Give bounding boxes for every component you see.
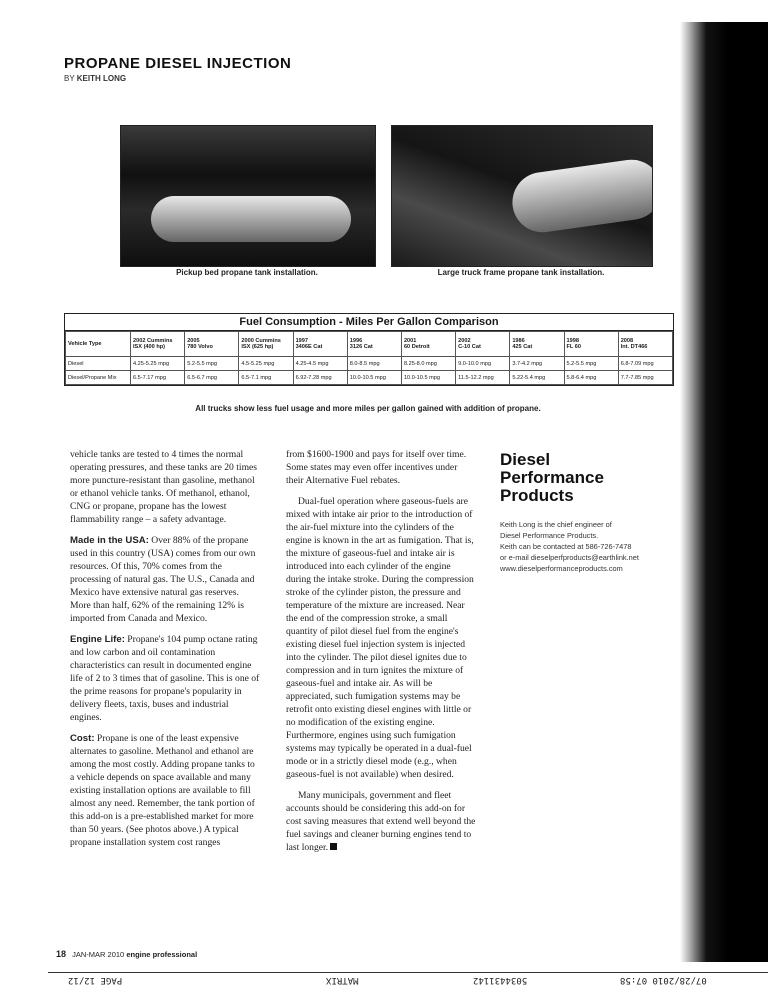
section-lead: Engine Life: [70, 634, 125, 645]
table-cell: 6.5-7.17 mpg [131, 371, 185, 385]
paragraph: vehicle tanks are tested to 4 times the normal operating pressures, and these tanks are 20 times more puncture-resistant than gasoline, methanol or ethanol vehicle tanks. Of methanol, ethanol, CNG or propane, propane has the lowest flammability range – a safety advantage. [70, 449, 258, 525]
table-header-cell: 2000 Cummins ISX (625 hp) [239, 332, 293, 357]
author-website-line: www.dieselperformanceproducts.com [500, 564, 623, 573]
table-cell: 4.25-5.25 mpg [131, 357, 185, 371]
table-cell: 9.0-10.0 mpg [456, 357, 510, 371]
paragraph-closing: Many municipals, government and fleet accounts should be considering this add-on for cost saving measures that extend well beyond the fuel savings and cleaner burning engines tend to last longer. [286, 790, 476, 853]
paragraph: Dual-fuel operation where gaseous-fuels are mixed with intake air prior to the introduction of the air-fuel mixture into the cylinders of the engine is known in the art as fumigation. That is, the mixture of gaseous-fuel and intake air is introduced into each cylinder of the engine during the intake stroke. During the compression stroke of the cylinder piston, the pressure and temperature of the mixture are increased. Near the end of the compression stroke, a small quantity of pilot diesel fuel from the engine's existing diesel fuel injection system is injected into the cylinder. The pilot diesel ignites due to compression and in turn ignites the mixture of gaseous-fuel and intake air. As will be appreciated, such fumigation systems may be retrofit onto existing diesel engines with little or no modification of the existing engine. Furthermore, engines using such fumigation systems may typically be operated in a dual-fuel mode or in a strictly diesel mode (e.g., when gaseous-fuel is not available) when desired. [286, 496, 474, 780]
table-note: All trucks show less fuel usage and more miles per gallon gained with addition of propane. [195, 404, 541, 413]
photo-caption-left: Pickup bed propane tank installation. [176, 268, 318, 277]
end-of-article-mark [330, 843, 337, 850]
article-title: PROPANE DIESEL INJECTION [64, 55, 292, 72]
propane-tank-shape [151, 196, 351, 242]
table-cell: 8.25-8.0 mpg [401, 357, 455, 371]
author-contact [500, 519, 660, 574]
table-cell: 11.5-12.2 mpg [456, 371, 510, 385]
table-header-cell: 2005 780 Volvo [185, 332, 239, 357]
paragraph-engine-life: Engine Life: Propane's 104 pump octane rating and low carbon and oil contamination characteristics can result in documented engine life of 2 to 3 times that of gasoline. This is one of the prime reasons for propane's popularity in delivery fleets, taxis, buses and industrial engines. [70, 634, 260, 723]
section-lead: Made in the USA: [70, 535, 149, 546]
author-name: KEITH LONG [76, 74, 127, 83]
paragraph-made-in-usa: Made in the USA: Over 88% of the propane used in this country (USA) comes from our own resources. Of this, 70% comes from the processing of natural gas. The U.S., Canada and Mexico have extensive natural gas reserves. More than half, 62% of the remaining 12% is imported from Canada and Mexico. [70, 535, 256, 624]
table-cell: 5.2-5.5 mpg [185, 357, 239, 371]
magazine-name: engine professional [126, 950, 198, 959]
table-header-cell: 2002 Cummins ISX (400 hp) [131, 332, 185, 357]
table-cell: 6.92-7.28 mpg [293, 371, 347, 385]
fuel-consumption-table [64, 313, 674, 386]
author-email-line: or e-mail dieselperfproducts@earthlink.net [500, 553, 639, 562]
table-header-cell: 2001 60 Detroit [401, 332, 455, 357]
table-cell: 5.8-6.4 mpg [564, 371, 618, 385]
propane-tank-shape [509, 156, 653, 236]
table-cell: 5.2-5.5 mpg [564, 357, 618, 371]
fax-page-count: PAGE 12/12 [68, 975, 123, 985]
table-header-cell: 1996 3126 Cat [347, 332, 401, 357]
brand-name: Diesel Performance Products [500, 450, 604, 505]
table-title: Fuel Consumption - Miles Per Gallon Comparison [65, 314, 673, 331]
fax-sender: MATRIX [326, 975, 359, 985]
author-sidebar [500, 451, 660, 574]
byline [64, 74, 126, 83]
scanned-page-edge [680, 22, 768, 962]
paragraph: from $1600-1900 and pays for itself over time. Some states may even offer incentives under their Alternative Fuel rebates. [286, 449, 467, 486]
byline-prefix: BY [64, 74, 75, 83]
table-header-cell: 2008 Int. DT466 [618, 332, 672, 357]
author-bio-line: Diesel Performance Products. [500, 531, 599, 540]
table-header-cell: 1986 425 Cat [510, 332, 564, 357]
table-cell: 10.0-10.5 mpg [401, 371, 455, 385]
table-cell: 10.0-10.5 mpg [347, 371, 401, 385]
issue-date: JAN-MAR 2010 [72, 950, 125, 959]
table-header-cell: Vehicle Type [66, 332, 131, 357]
table-row-diesel [66, 357, 673, 371]
table-cell: 3.7-4.2 mpg [510, 357, 564, 371]
body-column-1 [70, 448, 260, 857]
table-header-cell: 1997 3406E Cat [293, 332, 347, 357]
fax-number: 5034431142 [473, 975, 528, 985]
table-cell: 4.25-4.5 mpg [293, 357, 347, 371]
table-cell: 7.7-7.85 mpg [618, 371, 672, 385]
photo-caption-right: Large truck frame propane tank installation. [437, 268, 605, 277]
table-cell: Diesel [66, 357, 131, 371]
paragraph-cost: Cost: Propane is one of the least expensive alternates to gasoline. Methanol and ethanol are among the most costly. Adding propane tanks to a vehicle depends on space available and many existing installation options are available to fill almost any need. Remember, the tank portion of this add-on is a pre-established market for more than 50 years. (See photos above.) A typical propane installation system cost ranges [70, 733, 255, 848]
table-cell: 6.8-7.09 mpg [618, 357, 672, 371]
table-cell: 8.0-8.5 mpg [347, 357, 401, 371]
section-lead: Cost: [70, 733, 95, 744]
body-column-2 [286, 448, 476, 862]
photo-truck-frame-tank [391, 125, 653, 267]
table-header-cell: 2002 C-10 Cat [456, 332, 510, 357]
photo-pickup-bed-tank [120, 125, 376, 267]
page-number: 18 [56, 949, 67, 959]
table-header-row [66, 332, 673, 357]
fax-header-line [48, 972, 768, 987]
table-cell: 5.22-5.4 mpg [510, 371, 564, 385]
table-header-cell: 1998 FL 60 [564, 332, 618, 357]
author-phone-line: Keith can be contacted at 586-726-7478 [500, 542, 632, 551]
table-cell: Diesel/Propane Mix [66, 371, 131, 385]
table-row-diesel-propane-mix [66, 371, 673, 385]
page-footer [56, 949, 197, 959]
table-cell: 6.5-7.1 mpg [239, 371, 293, 385]
table-cell: 6.5-6.7 mpg [185, 371, 239, 385]
fax-datetime: 07/28/2010 07:58 [620, 975, 707, 985]
author-bio-line: Keith Long is the chief engineer of [500, 520, 612, 529]
table-cell: 4.5-5.25 mpg [239, 357, 293, 371]
mpg-table [65, 331, 673, 385]
